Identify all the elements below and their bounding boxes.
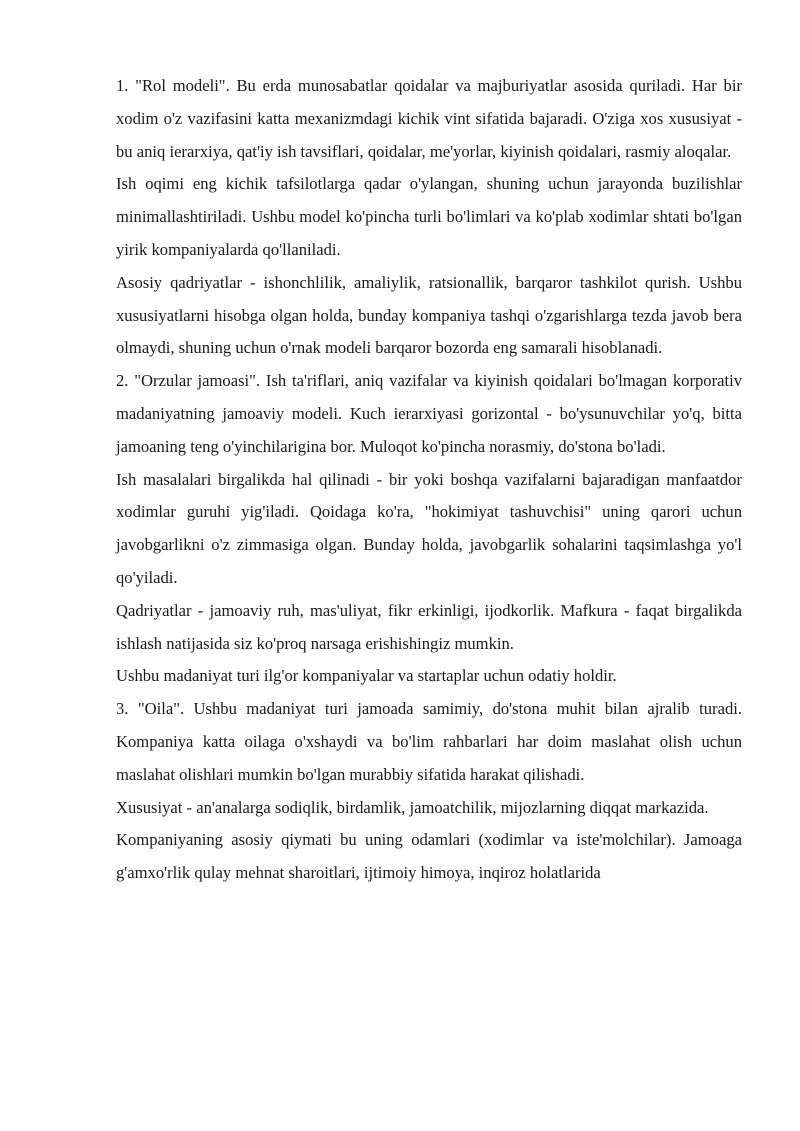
paragraph-startups: Ushbu madaniyat turi ilg'or kompaniyalar va startaplar uchun odatiy holdir. bbox=[116, 666, 617, 686]
paragraph-work-issues: Ish masalalari birgalikda hal qilinadi - bir yoki boshqa vazifalarni bajaradigan manfaatdor xodimlar guruhi yig'iladi. Qoidaga ko'ra, "hokimiyat tashuvchisi" uning qarori uchun javobgarlikni o'z zimmasiga olgan. Bunday holda, javobgarlik sohalarini taqsimlashga yo'l qo'yiladi. bbox=[116, 469, 742, 587]
paragraph-workflow: Ish oqimi eng kichik tafsilotlarga qadar o'ylangan, shuning uchun jarayonda buzilishlar minimallashtiriladi. Ushbu model ko'pincha turli bo'limlari va ko'plab xodimlar shtati bo'lgan yirik kompaniyalarda qo'llaniladi. bbox=[116, 174, 742, 259]
document-body bbox=[116, 70, 742, 890]
paragraph-role-model: 1. "Rol modeli". Bu erda munosabatlar qoidalar va majburiyatlar asosida quriladi. Har bir xodim o'z vazifasini katta mexanizmdagi kichik vint sifatida bajaradi. O'ziga xos xususiyat - bu aniq ierarxiya, qat'iy ish tavsiflari, qoidalar, me'yorlar, kiyinish qoidalari, rasmiy aloqalar. bbox=[116, 76, 742, 161]
paragraph-core-values: Asosiy qadriyatlar - ishonchlilik, amaliylik, ratsionallik, barqaror tashkilot qurish. Ushbu xususiyatlarni hisobga olgan holda, bunday kompaniya tashqi o'zgarishlarga tezda javob bera olmaydi, shuning uchun o'rnak modeli barqaror bozorda eng samarali hisoblanadi. bbox=[116, 272, 742, 358]
paragraph-dream-team: 2. "Orzular jamoasi". Ish ta'riflari, aniq vazifalar va kiyinish qoidalari bo'lmagan korporativ madaniyatning jamoaviy modeli. Kuch ierarxiyasi gorizontal - bo'ysunuvchilar yo'q, bitta jamoaning teng o'yinchilarigina bor. Muloqot ko'pincha norasmiy, do'stona bo'ladi. bbox=[116, 371, 742, 456]
paragraph-family: 3. "Oila". Ushbu madaniyat turi jamoada samimiy, do'stona muhit bilan ajralib turadi. Kompaniya katta oilaga o'xshaydi va bo'lim rahbarlari har doim maslahat olish uchun maslahat olishlari mumkin bo'lgan murabbiy sifatida harakat qilishadi. bbox=[116, 699, 742, 784]
paragraph-family-features: Xususiyat - an'analarga sodiqlik, birdamlik, jamoatchilik, mijozlarning diqqat markazida. bbox=[116, 797, 709, 817]
paragraph-company-value: Kompaniyaning asosiy qiymati bu uning odamlari (xodimlar va iste'molchilar). Jamoaga g'amxo'rlik qulay mehnat sharoitlari, ijtimoiy himoya, inqiroz holatlarida bbox=[116, 830, 742, 883]
paragraph-team-values: Qadriyatlar - jamoaviy ruh, mas'uliyat, fikr erkinligi, ijodkorlik. Mafkura - faqat birgalikda ishlash natijasida siz ko'proq narsaga erishishingiz mumkin. bbox=[116, 600, 742, 653]
